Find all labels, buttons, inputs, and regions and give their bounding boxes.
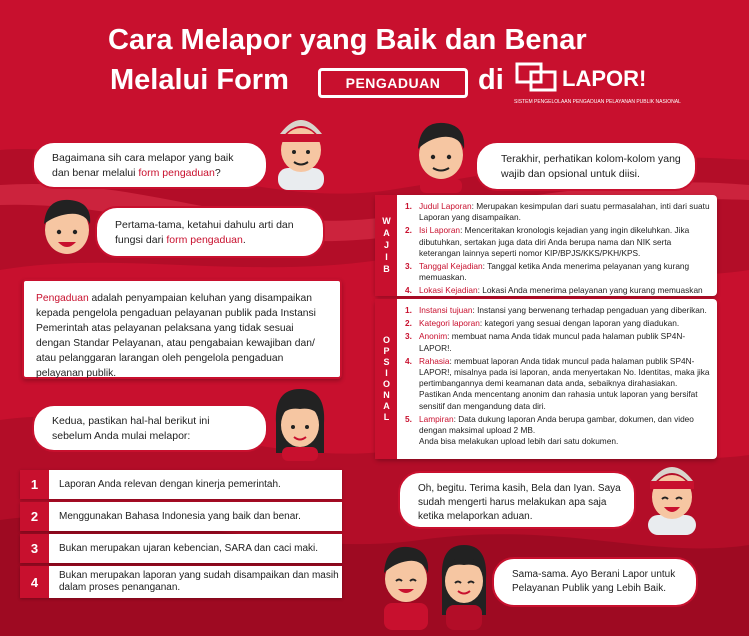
- requirement-item-2: [20, 502, 342, 531]
- requirement-number: 4: [20, 566, 49, 598]
- item-desc: : membuat laporan Anda tidak muncul pada halaman publik SP4N-LAPOR!, misalnya pada isi laporan, anda menyertakan No. Identitas, maka jika pertimbangannya demi keamanan data anda, sebaiknya dirahasiakan.: [419, 355, 710, 389]
- question-1-text: Bagaimana sih cara melapor yang baik dan benar melalui: [52, 152, 234, 179]
- opsional-label: [375, 299, 397, 459]
- item-desc: : membuat nama Anda tidak muncul pada halaman publik SP4N-LAPOR!.: [419, 331, 686, 353]
- requirement-number: 2: [20, 502, 49, 531]
- iyan-character-icon: [408, 113, 474, 193]
- requirement-number: 3: [20, 534, 49, 563]
- page-title-line1: Cara Melapor yang Baik dan Benar: [108, 24, 587, 56]
- requirement-item-4: [20, 566, 342, 598]
- item-name: Anonim: [419, 331, 448, 342]
- item-name: Rahasia: [419, 355, 450, 366]
- item-name: Lokasi Kejadian: [419, 285, 478, 296]
- item-desc: : Data dukung laporan Anda berupa gambar, dokumen, dan video dengan maksimal upload 2 MB.: [419, 413, 694, 436]
- opsional-item-2: [405, 318, 711, 329]
- lapor-logo-icon: [515, 62, 565, 92]
- item-name: Kategori laporan: [419, 318, 480, 329]
- opsional-panel: [375, 299, 717, 459]
- item-desc: : Menceritakan kronologis kejadian yang ingin dikeluhkan. Jika dibutuhkan, sertakan juga data diri Anda berupa nama dan NIK serta keterangan lainnya seperti nomor KIP/BPJS/KKS/PKH/KPS.: [419, 225, 690, 258]
- item-extra: Pastikan Anda mencentang anonim dan rahasia untuk laporan yang bersifat sensitif dan mengandung data diri.: [419, 389, 698, 411]
- item-extra: Anda bisa melakukan upload lebih dari satu dokumen.: [419, 436, 619, 447]
- item-number: 3.: [405, 331, 412, 342]
- wajib-item-3: [405, 261, 711, 283]
- question-1-highlight: form pengaduan: [138, 167, 215, 179]
- iyan-bela-characters-icon: [372, 535, 502, 630]
- opsional-item-4: [405, 356, 711, 412]
- requirement-item-3: [20, 534, 342, 563]
- item-number: 3.: [405, 261, 412, 272]
- question-1-end: ?: [214, 167, 221, 179]
- item-number: 2.: [405, 225, 412, 236]
- requirement-text: Menggunakan Bahasa Indonesia yang baik dan benar.: [59, 510, 301, 522]
- answer-2-text: Kedua, pastikan hal-hal berikut ini sebelum Anda mulai melapor:: [52, 415, 210, 442]
- item-desc: : Lokasi Anda menerima pelayanan yang kurang memuaskan: [477, 285, 703, 296]
- answer-1-highlight: form pengaduan: [166, 234, 243, 246]
- bapak-character-icon: [640, 455, 704, 535]
- item-desc: : Instansi yang berwenang terhadap pengaduan yang diberikan.: [472, 305, 707, 315]
- requirement-item-1: [20, 470, 342, 499]
- opsional-item-3: [405, 331, 711, 353]
- answer-3-text: Terakhir, perhatikan kolom-kolom yang wajib dan opsional untuk diisi.: [501, 153, 681, 180]
- question-bubble-2: [398, 471, 636, 529]
- item-number: 2.: [405, 318, 412, 329]
- requirement-text: Bukan merupakan ujaran kebencian, SARA dan caci maki.: [59, 542, 319, 554]
- wajib-item-2: [405, 225, 711, 259]
- item-name: Lampiran: [419, 413, 454, 424]
- wajib-label: [375, 195, 397, 296]
- opsional-item-5: [405, 414, 711, 448]
- item-number: 4.: [405, 285, 412, 296]
- item-name: Isi Laporan: [419, 225, 461, 236]
- wajib-item-1: [405, 201, 711, 223]
- opsional-item-1: [405, 305, 711, 316]
- item-desc: : Merupakan kesimpulan dari suatu permasalahan, inti dari suatu Laporan yang disampaikan.: [419, 201, 710, 223]
- answer-1-end: .: [242, 234, 246, 246]
- item-desc: : Tanggal ketika Anda menerima pelayanan yang kurang memuaskan.: [419, 261, 690, 283]
- lapor-logo-subtitle: SISTEM PENGELOLAAN PENGADUAN PELAYANAN PUBLIK NASIONAL: [514, 99, 681, 105]
- wajib-fields: [405, 201, 711, 310]
- item-name: Instansi tujuan: [419, 305, 473, 315]
- wajib-label-text: WAJIB: [381, 215, 392, 276]
- answer-bubble-3: [475, 141, 697, 191]
- answer-4-text: Sama-sama. Ayo Berani Lapor untuk Pelayanan Publik yang Lebih Baik.: [512, 569, 676, 594]
- opsional-label-text: OPSIONAL: [381, 335, 392, 423]
- definition-term: Pengaduan: [36, 293, 89, 304]
- item-number: 4.: [405, 355, 412, 366]
- form-badge: PENGADUAN: [318, 68, 468, 98]
- answer-bubble-1: [95, 206, 325, 258]
- item-desc: : kategori yang sesuai dengan laporan yang diadukan.: [479, 318, 680, 329]
- lapor-logo-text: LAPOR!: [562, 66, 647, 91]
- item-name: Tanggal Kejadian: [419, 261, 483, 272]
- iyan-character-icon: [34, 190, 100, 264]
- bapak-character-icon: [270, 108, 332, 190]
- bela-character-icon: [268, 383, 332, 461]
- item-number: 1.: [405, 305, 412, 315]
- definition-text: adalah penyampaian keluhan yang disampaikan kepada pengelola pengaduan pelayanan publik pada Instansi Pemerintah atas pelayanan pelaksana yang tidak sesuai dengan Standar Pelayanan, atau pengabaian kewajiban dan/ atau pelanggaran larangan oleh pengelola pengaduan pelayanan publik.: [36, 293, 316, 379]
- question-bubble-1: [32, 141, 268, 189]
- requirement-text: Laporan Anda relevan dengan kinerja pemerintah.: [59, 478, 281, 490]
- requirement-text: Bukan merupakan laporan yang sudah disampaikan dan masih dalam proses penanganan.: [59, 570, 339, 593]
- item-number: 1.: [405, 201, 412, 211]
- wajib-panel: [375, 195, 717, 296]
- opsional-fields: [405, 305, 711, 449]
- definition-panel: [22, 279, 342, 379]
- answer-bubble-4: [492, 557, 698, 607]
- title-connector: di: [478, 64, 504, 96]
- item-number: 5.: [405, 413, 412, 424]
- item-name: Judul Laporan: [419, 201, 472, 211]
- answer-1-text: Pertama-tama, ketahui dahulu arti dan fungsi dari: [115, 219, 294, 246]
- answer-bubble-2: [32, 404, 268, 452]
- page-title-line2: Melalui Form: [110, 64, 289, 96]
- requirement-number: 1: [20, 470, 49, 499]
- question-2-text: Oh, begitu. Terima kasih, Bela dan Iyan. Saya sudah mengerti harus melakukan apa saja ketika melaporkan aduan.: [418, 483, 621, 522]
